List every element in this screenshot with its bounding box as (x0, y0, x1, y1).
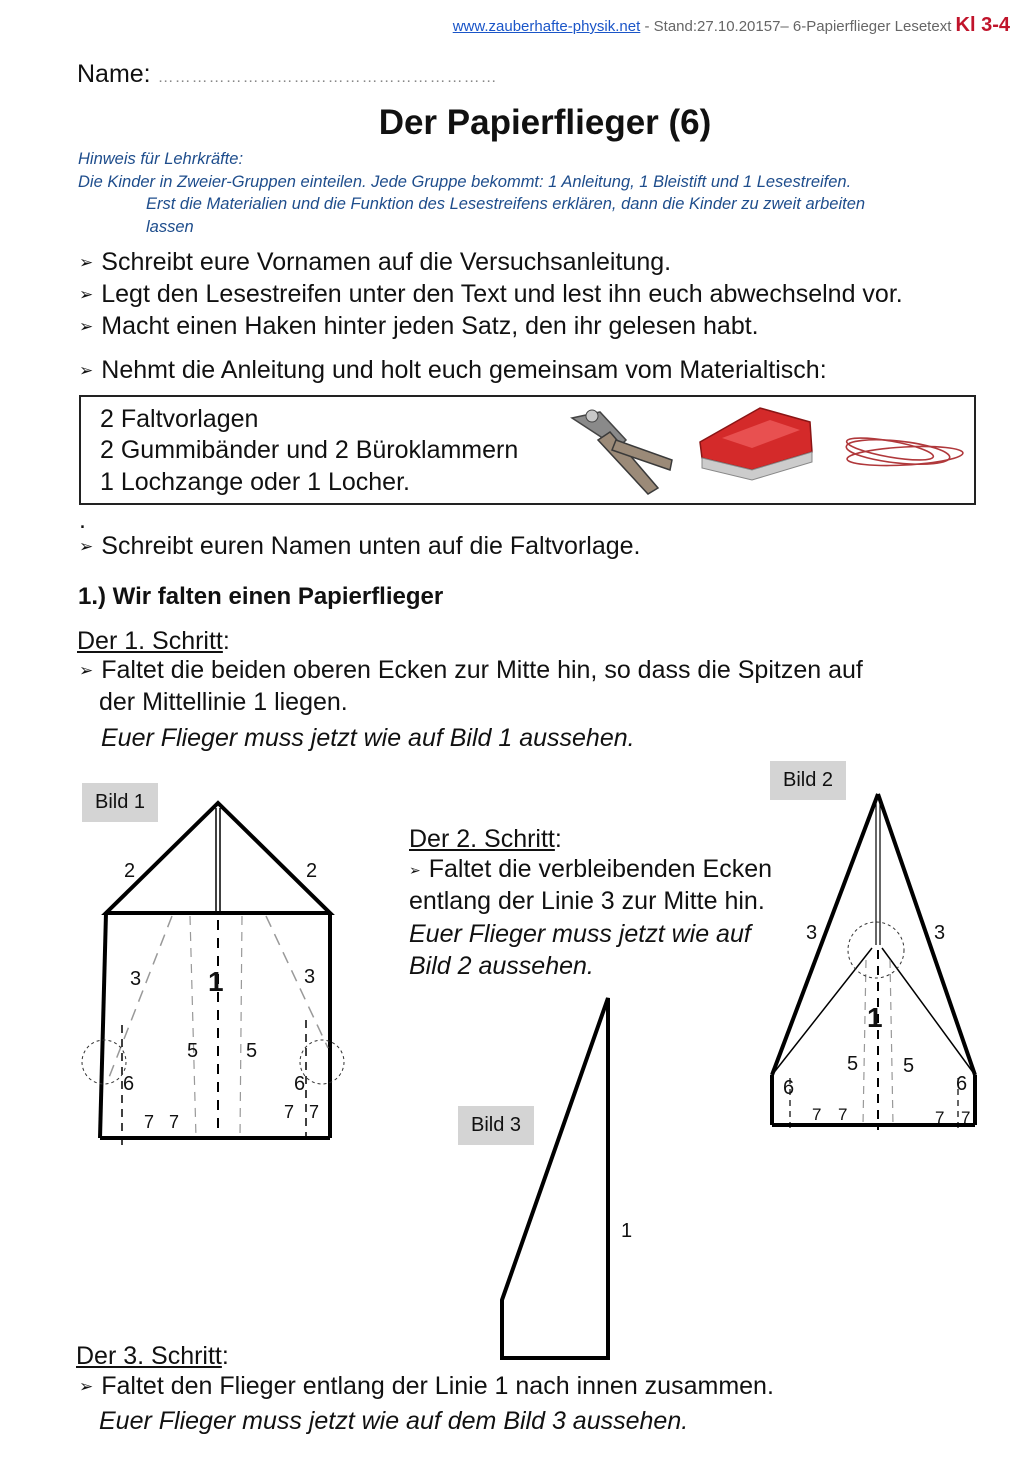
step2-instruction: ➢ Faltet die verbleibenden Ecken (409, 855, 773, 883)
arrow-bullet-icon: ➢ (79, 253, 94, 272)
bild2-num-6-left: 6 (783, 1077, 795, 1099)
stray-dot: . (79, 506, 86, 534)
step1-instruction-cont: der Mittellinie 1 liegen. (99, 688, 348, 716)
step2-heading: Der 2. Schritt: (409, 825, 562, 853)
bild1-num-7: 7 (169, 1112, 180, 1132)
step3-heading: Der 3. Schritt: (76, 1342, 229, 1370)
bild1-num-6-left: 6 (123, 1073, 135, 1095)
teacher-hint-line1: Die Kinder in Zweier-Gruppen einteilen. Jede Gruppe bekommt: 1 Anleitung, 1 Bleistift und 1 Lesestreifen. (78, 173, 852, 191)
step3-instruction: ➢ Faltet den Flieger entlang der Linie 1 nach innen zusammen. (79, 1372, 774, 1400)
bild1-num-7: 7 (284, 1102, 295, 1122)
instruction-name: ➢ Schreibt euren Namen unten auf die Faltvorlage. (79, 532, 641, 560)
page-title: Der Papierflieger (6) (378, 103, 712, 142)
paper-punch-icon (700, 408, 812, 480)
bild2-num-3-right: 3 (934, 922, 946, 944)
section-heading: 1.) Wir falten einen Papierflieger (78, 583, 444, 610)
step1-heading: Der 1. Schritt: (77, 627, 230, 655)
bild1-num-7: 7 (144, 1112, 155, 1132)
bild1-num-5-right: 5 (246, 1040, 258, 1062)
instruction-4: ➢ Nehmt die Anleitung und holt euch gemeinsam vom Materialtisch: (79, 356, 827, 384)
step2-result-cont: Bild 2 aussehen. (409, 952, 594, 980)
bild1-num-5-left: 5 (187, 1040, 199, 1062)
bild1-num-7: 7 (309, 1102, 320, 1122)
grade-badge: Kl 3-4 (955, 14, 1010, 36)
arrow-bullet-icon: ➢ (79, 361, 94, 380)
bild2-num-7: 7 (961, 1108, 971, 1127)
step1-instruction: ➢ Faltet die beiden oberen Ecken zur Mitte hin, so dass die Spitzen auf (79, 656, 863, 684)
step2-instruction-cont: entlang der Linie 3 zur Mitte hin. (409, 887, 765, 915)
bild1-num-6-right: 6 (294, 1073, 306, 1095)
arrow-bullet-icon: ➢ (79, 661, 94, 680)
bild2-num-5-right: 5 (903, 1055, 915, 1077)
step1-result: Euer Flieger muss jetzt wie auf Bild 1 aussehen. (101, 724, 635, 752)
instruction-1: ➢ Schreibt eure Vornamen auf die Versuchsanleitung. (79, 248, 672, 276)
arrow-bullet-icon: ➢ (79, 1377, 94, 1396)
bild1-num-2-left: 2 (124, 860, 136, 882)
bild1-label: Bild 1 (82, 783, 158, 822)
arrow-bullet-icon: ➢ (79, 285, 94, 304)
bild2-num-7: 7 (838, 1105, 848, 1124)
hole-punch-pliers-icon (572, 410, 672, 494)
bild3-diagram (502, 998, 608, 1358)
arrow-bullet-icon: ➢ (79, 317, 94, 336)
bild2-num-1: 1 (867, 1002, 883, 1033)
bild2-num-7: 7 (812, 1105, 822, 1124)
name-label: Name: (77, 60, 151, 88)
teacher-hint-line2: Erst die Materialien und die Funktion des Lesestreifens erklären, dann die Kinder zu zweit arbeiten (146, 195, 866, 213)
bild2-num-5-left: 5 (847, 1053, 859, 1075)
rubber-bands-icon (845, 433, 963, 468)
arrow-bullet-icon: ➢ (409, 862, 421, 878)
bild2-label: Bild 2 (770, 761, 846, 800)
name-dots: …………………………………………………… (157, 69, 498, 86)
bild1-num-3-right: 3 (304, 966, 316, 988)
bild3-num-1: 1 (621, 1220, 633, 1242)
bild2-num-7: 7 (935, 1108, 945, 1127)
material-item: 2 Gummibänder und 2 Büroklammern (100, 436, 519, 464)
bild3-label: Bild 3 (458, 1106, 534, 1145)
bild1-num-2-right: 2 (306, 860, 318, 882)
bild2-num-6-right: 6 (956, 1073, 968, 1095)
instruction-3: ➢ Macht einen Haken hinter jeden Satz, den ihr gelesen habt. (79, 312, 759, 340)
teacher-hint-line3: lassen (146, 218, 194, 236)
material-item: 1 Lochzange oder 1 Locher. (100, 468, 410, 496)
step3-result: Euer Flieger muss jetzt wie auf dem Bild 3 aussehen. (99, 1407, 689, 1435)
material-item: 2 Faltvorlagen (100, 405, 259, 433)
bild1-num-3-left: 3 (130, 968, 142, 990)
teacher-hint-heading: Hinweis für Lehrkräfte: (78, 150, 244, 168)
bild2-diagram (772, 794, 975, 1130)
bild1-num-1: 1 (208, 966, 224, 997)
bild2-num-3-left: 3 (806, 922, 818, 944)
arrow-bullet-icon: ➢ (79, 537, 94, 556)
step2-result: Euer Flieger muss jetzt wie auf (409, 920, 751, 948)
header-separator: - (644, 18, 650, 35)
header-stand: Stand:27.10.20157– 6-Papierflieger Lesetext (653, 18, 952, 35)
website-link[interactable]: www.zauberhafte-physik.net (452, 18, 641, 35)
instruction-2: ➢ Legt den Lesestreifen unter den Text und lest ihn euch abwechselnd vor. (79, 280, 903, 308)
